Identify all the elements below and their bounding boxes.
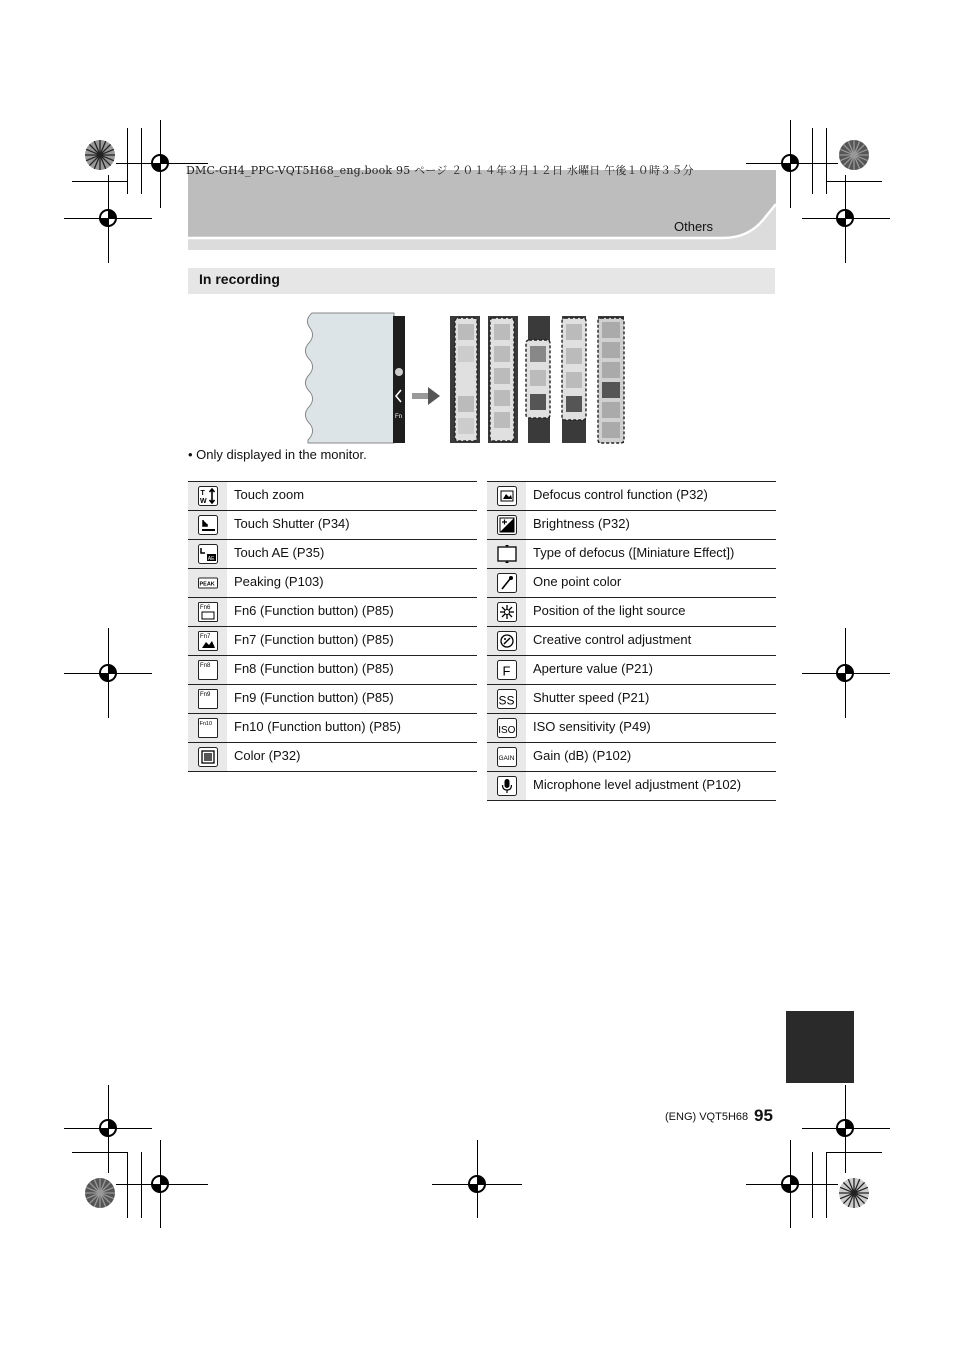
list-item: One point color [533, 574, 622, 589]
table-row [487, 772, 776, 801]
fn6-icon [198, 602, 218, 622]
fn8-icon [198, 660, 218, 680]
monitor-illustration [300, 310, 630, 448]
right-icon-table [487, 481, 776, 801]
section-label: Others [674, 219, 714, 234]
chapter-tab [786, 1011, 854, 1083]
list-item: Type of defocus ([Miniature Effect]) [533, 545, 735, 560]
list-item: Peaking (P103) [234, 574, 324, 589]
list-item: Fn6 (Function button) (P85) [234, 603, 394, 618]
footer-code: (ENG) VQT5H68 [665, 1111, 749, 1123]
table-row [188, 627, 477, 656]
list-item: Position of the light source [533, 603, 686, 618]
aperture-icon [497, 660, 517, 680]
list-item: Creative control adjustment [533, 632, 692, 647]
light-source-icon [497, 602, 517, 622]
svg-text:Fn: Fn [395, 414, 403, 420]
list-item: Touch Shutter (P34) [234, 516, 350, 531]
peaking-icon [198, 573, 218, 593]
fn10-icon [198, 718, 218, 738]
list-item: ISO sensitivity (P49) [533, 719, 651, 734]
table-row [487, 569, 776, 598]
defocus-control-icon [497, 486, 517, 506]
list-item: Touch AE (P35) [234, 545, 325, 560]
table-row [188, 511, 477, 540]
registration-mark-icon [832, 205, 858, 231]
star-wheel-icon [84, 1177, 116, 1209]
svg-text:Fn9: Fn9 [200, 692, 211, 698]
touch-ae-icon [198, 544, 218, 564]
fn9-icon [198, 689, 218, 709]
list-item: Defocus control function (P32) [533, 487, 708, 502]
table-row [487, 656, 776, 685]
list-item: Fn8 (Function button) (P85) [234, 661, 394, 676]
table-row [188, 656, 477, 685]
star-wheel-icon [838, 139, 870, 171]
list-item: Microphone level adjustment (P102) [533, 777, 742, 792]
registration-mark-icon [147, 1171, 173, 1197]
touch-zoom-icon [198, 486, 218, 506]
list-item: Touch zoom [234, 487, 305, 502]
table-row [487, 598, 776, 627]
microphone-icon [497, 776, 517, 796]
list-item: Color (P32) [234, 748, 301, 763]
list-item: Aperture value (P21) [533, 661, 653, 676]
table-row [487, 714, 776, 743]
page-number: 95 [754, 1106, 773, 1125]
star-wheel-icon [84, 139, 116, 171]
touch-shutter-icon [198, 515, 218, 535]
brightness-icon [497, 515, 517, 535]
fn7-icon [198, 631, 218, 651]
table-row [188, 569, 477, 598]
iso-icon [497, 718, 517, 738]
registration-mark-icon [95, 660, 121, 686]
list-item: Fn10 (Function button) (P85) [234, 719, 401, 734]
svg-text:Fn8: Fn8 [200, 663, 211, 669]
star-wheel-icon [838, 1177, 870, 1209]
gain-icon [497, 747, 517, 767]
list-item: Fn7 (Function button) (P85) [234, 632, 394, 647]
list-item: Brightness (P32) [533, 516, 630, 531]
one-point-color-icon [497, 573, 517, 593]
table-row [487, 743, 776, 772]
subheading: In recording [199, 271, 280, 287]
table-row [487, 482, 776, 511]
svg-text:Fn7: Fn7 [200, 634, 211, 640]
svg-text:T: T [200, 490, 205, 497]
registration-mark-icon [464, 1171, 490, 1197]
registration-mark-icon [95, 1115, 121, 1141]
list-item: Fn9 (Function button) (P85) [234, 690, 394, 705]
defocus-type-icon [497, 544, 517, 564]
monitor-only-note: • Only displayed in the monitor. [188, 447, 367, 462]
registration-mark-icon [777, 1171, 803, 1197]
svg-text:F: F [502, 663, 511, 679]
svg-text:PEAK: PEAK [199, 581, 215, 588]
svg-text:W: W [200, 498, 207, 505]
color-icon [198, 747, 218, 767]
list-item: Gain (dB) (P102) [533, 748, 632, 763]
table-row [188, 598, 477, 627]
shutter-speed-icon [497, 689, 517, 709]
registration-mark-icon [147, 150, 173, 176]
header-band [188, 170, 776, 250]
table-row [487, 540, 776, 569]
registration-mark-icon [832, 1115, 858, 1141]
svg-text:Fn10: Fn10 [199, 721, 213, 727]
registration-mark-icon [832, 660, 858, 686]
svg-text:SS: SS [498, 693, 515, 708]
svg-text:ISO: ISO [498, 725, 516, 736]
left-icon-table [188, 481, 477, 772]
table-row [188, 482, 477, 511]
registration-mark-icon [777, 150, 803, 176]
svg-text:Fn6: Fn6 [200, 605, 211, 611]
creative-control-icon [497, 631, 517, 651]
table-row [487, 627, 776, 656]
table-row [487, 685, 776, 714]
registration-mark-icon [95, 205, 121, 231]
list-item: Shutter speed (P21) [533, 690, 650, 705]
file-stamp: DMC-GH4_PPC-VQT5H68_eng.book 95 ページ ２０１４年３月１２日 水曜日 午後１０時３５分 [186, 164, 694, 177]
svg-text:GAIN: GAIN [498, 755, 515, 762]
table-row [487, 511, 776, 540]
table-row [188, 743, 477, 772]
svg-text:AE: AE [207, 556, 215, 562]
table-row [188, 714, 477, 743]
table-row [188, 540, 477, 569]
table-row [188, 685, 477, 714]
